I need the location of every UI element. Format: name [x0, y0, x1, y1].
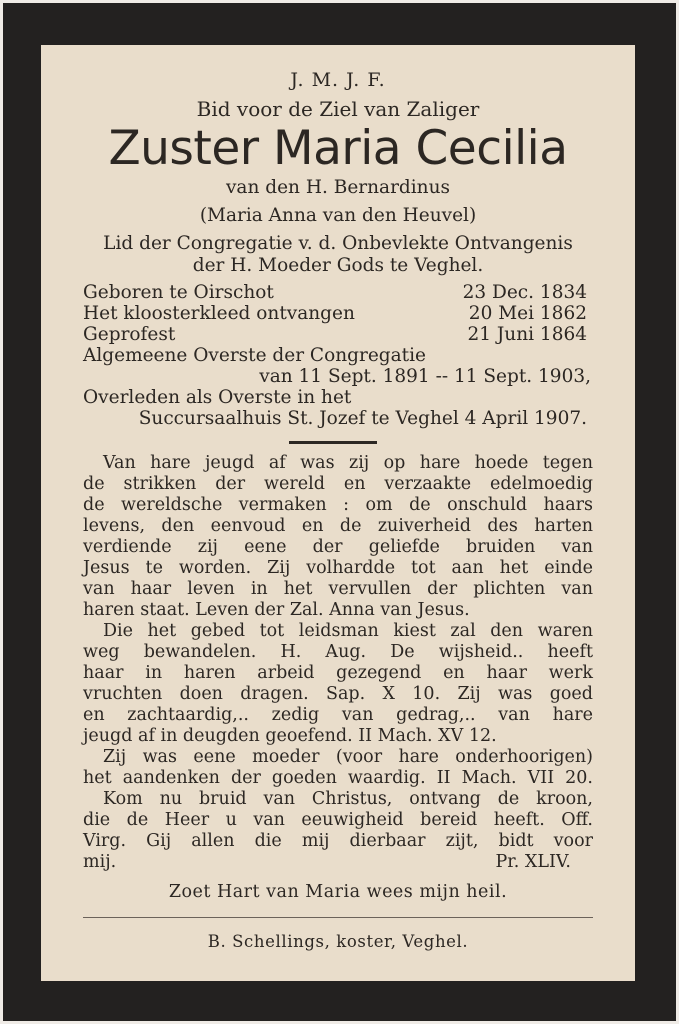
text-line: mij.	[83, 852, 117, 872]
death-line-2: Succursaalhuis St. Jozef te Veghel 4 April 1907.	[138, 408, 587, 429]
text-line: Jesus te worden. Zij volhardde tot aan het einde	[83, 558, 593, 578]
text-line: die de Heer u van eeuwigheid bereid heeft. Off.	[83, 810, 593, 830]
text-line: Kom nu bruid van Christus, ontvang de kroon,	[103, 789, 593, 809]
text-line: de strikken der wereld en verzaakte edelmoedig	[83, 474, 593, 494]
religious-order: van den H. Bernardinus	[225, 177, 450, 198]
text-line: de wereldsche vermaken : om de onschuld haars	[83, 495, 593, 515]
fact-date: 20 Mei 1862	[468, 303, 587, 324]
text-line: Zij was eene moeder (voor hare onderhoorigen)	[103, 747, 593, 767]
printer-credit: B. Schellings, koster, Veghel.	[207, 932, 469, 951]
fact-label: Geboren te Oirschot	[83, 282, 274, 303]
scripture-reference: Pr. XLIV.	[495, 852, 571, 872]
congregation-line-2: der H. Moeder Gods te Veghel.	[192, 255, 484, 276]
text-line: Van hare jeugd af was zij op hare hoede tegen	[103, 453, 593, 473]
text-line: Die het gebed tot leidsman kiest zal den waren	[103, 621, 593, 641]
superior-period: van 11 Sept. 1891 -- 11 Sept. 1903,	[259, 366, 591, 387]
heading-monogram: J. M. J. F.	[290, 69, 386, 91]
text-line: vruchten doen dragen. Sap. X 10. Zij was goed	[83, 684, 593, 704]
text-line: weg bewandelen. H. Aug. De wijsheid.. heeft	[83, 642, 593, 662]
text-line: levens, den eenvoud en de zuiverheid des harten	[83, 516, 593, 536]
memorial-card	[41, 45, 635, 981]
text-line: haar in haren arbeid gezegend en haar werk	[83, 663, 593, 683]
closing-prayer: Zoet Hart van Maria wees mijn heil.	[168, 882, 508, 902]
congregation-line-1: Lid der Congregatie v. d. Onbevlekte Ontvangenis	[103, 233, 573, 254]
fact-date: 21 Juni 1864	[467, 324, 587, 345]
deceased-name: Zuster Maria Cecilia	[108, 121, 568, 176]
divider-long	[83, 917, 593, 918]
text-line: het aandenken der goeden waardig. II Mach. VII 20.	[83, 768, 593, 788]
superior-title: Algemeene Overste der Congregatie	[83, 345, 426, 366]
divider-short	[289, 441, 377, 444]
text-line: haren staat. Leven der Zal. Anna van Jesus.	[83, 600, 470, 620]
prayer-request: Bid voor de Ziel van Zaliger	[196, 97, 480, 121]
text-line: verdiende zij eene der geliefde bruiden van	[83, 537, 593, 557]
fact-label: Geprofest	[83, 324, 176, 345]
text-line: jeugd af in deugden geoefend. II Mach. XV 12.	[83, 726, 497, 746]
civil-name: (Maria Anna van den Heuvel)	[199, 205, 477, 226]
death-line-1: Overleden als Overste in het	[83, 387, 352, 408]
text-line: Virg. Gij allen die mij dierbaar zijt, bidt voor	[83, 831, 593, 851]
text-line: en zachtaardig,.. zedig van gedrag,.. van hare	[83, 705, 593, 725]
fact-label: Het kloosterkleed ontvangen	[83, 303, 355, 324]
fact-date: 23 Dec. 1834	[462, 282, 587, 303]
text-line: van haar leven in het vervullen der plichten van	[83, 579, 593, 599]
